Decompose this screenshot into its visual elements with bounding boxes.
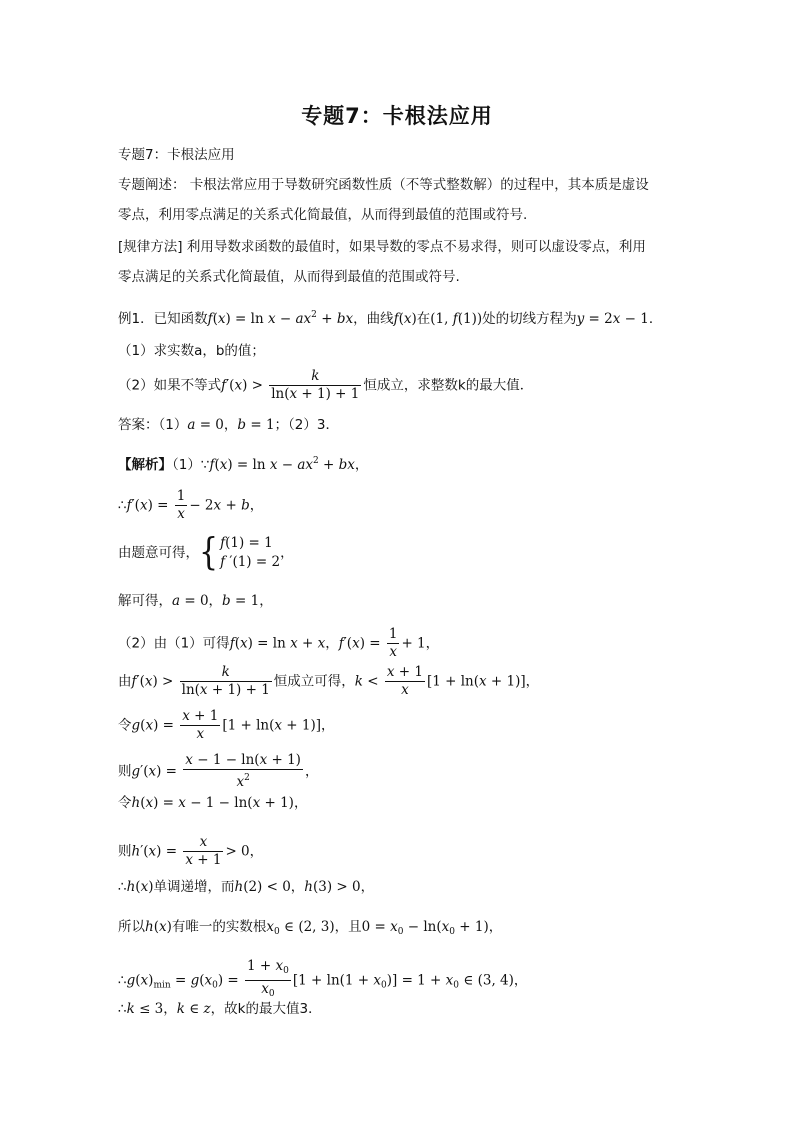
stem-prefix: 例1．已知函数	[118, 311, 208, 327]
analysis-line-5: （2）由（1）可得f(x) = ln x + x，f′(x) = $\frac{1}{x}$ + 1，	[118, 626, 440, 660]
analysis-line-12: 所以h(x)有唯一的实数根$x_0$ ∈ (2, 3)，且$0 = x_0 - \ln(x_0 + 1)$，	[118, 919, 503, 937]
analysis-line-13: $\therefore g(x)_{min} = g(x_0)$ = $\frac{1 + x_0}{x_0}$ $[1 + \ln(1 + x_0)] = 1 + x_0$ ∈ (3, 4)，	[118, 958, 528, 999]
analysis-line-2: ∴f′(x) = $\frac{1}{x}$ − 2x + b，	[118, 488, 264, 522]
therefore-2: ∴	[118, 879, 127, 895]
analysis-line-1: 【解析】（1）∵f(x) = $\ln x - ax^2$ + bx，	[118, 456, 369, 473]
analysis-label: 【解析】	[118, 457, 172, 473]
solve-label: 解可得，	[118, 593, 172, 609]
equation-system: f(1) = 1 f ′(1) = 2	[220, 535, 281, 570]
p2-prefix: （2）由（1）可得	[118, 635, 230, 652]
then-1: 则	[118, 763, 132, 780]
q2-suffix: 恒成立，求整数k的最大值．	[363, 377, 534, 394]
example-stem: 例1．已知函数$f(x) = \ln x - ax^2$ + bx，曲线f(x)在(1, f(1))处的切线方程为y = 2x − 1．	[118, 310, 663, 327]
q2-prefix: （2）如果不等式	[118, 377, 222, 394]
q2-fraction: $\frac{k}{\ln(x + 1) + 1}$	[271, 368, 360, 402]
question-2: （2）如果不等式f′(x) > $\frac{k}{\ln(x + 1) + 1}$ 恒成立，求整数k的最大值．	[118, 368, 534, 402]
formula-f-def: f	[207, 311, 213, 327]
stem-end: ．	[648, 311, 663, 327]
intro-line-2: 零点，利用零点满足的关系式化简最值，从而得到最值的范围或符号.	[118, 207, 528, 223]
answer-line: 答案：（1）a = 0，b = 1；（2）3．	[118, 417, 339, 433]
answer-mid: ；（2）3．	[274, 417, 339, 433]
so-prefix: 所以	[118, 919, 145, 935]
let-2: 令	[118, 795, 132, 811]
then-2: 则	[118, 843, 132, 860]
analysis-line-8: 则g′(x) = $\frac{x - 1 - \ln(x + 1)}{x^2}$ ，	[118, 752, 319, 790]
therefore-3: ∴	[118, 972, 127, 989]
final-text: ，故k的最大值3．	[210, 1001, 322, 1017]
page-title: 专题7：卡根法应用	[301, 104, 493, 128]
therefore-4: ∴	[118, 1001, 127, 1017]
a1-prefix: （1）∵	[172, 457, 210, 473]
subtitle: 专题7：卡根法应用	[118, 147, 235, 163]
analysis-line-10: 则h′(x) = $\frac{x}{x + 1}$ > 0，	[118, 834, 264, 868]
let-1: 令	[118, 717, 132, 734]
analysis-line-14: ∴k ≤ 3，k ∈ z，故k的最大值3．	[118, 1001, 322, 1017]
analysis-line-6: 由f′(x) > $\frac{k}{\ln(x + 1) + 1}$ 恒成立可得，k < $\frac{x + 1}{x}$ [1 + ln(x + 1)]，	[118, 664, 540, 698]
therefore-1: ∴	[118, 497, 127, 514]
frac-1-over-x: $\frac{1}{x}$	[176, 488, 186, 522]
so-and: ，且	[334, 919, 362, 935]
so-mid: 有唯一的实数根	[171, 919, 267, 935]
answer-prefix: 答案：（1）	[118, 417, 188, 433]
method-line-2: 零点满足的关系式化简最值，从而得到最值的范围或符号.	[118, 269, 460, 285]
question-1: （1）求实数a，b的值；	[118, 343, 265, 359]
p2-from: 由	[118, 673, 132, 690]
mono-text: 单调递增，而	[153, 879, 235, 895]
stem-mid2: 在	[416, 311, 431, 327]
from-problem: 由题意可得，	[118, 545, 199, 561]
stem-mid3: 处的切线方程为	[482, 311, 577, 327]
analysis-line-11: ∴h(x)单调递增，而h(2) < 0，h(3) > 0，	[118, 879, 375, 895]
analysis-line-4: 解可得，a = 0，b = 1，	[118, 593, 273, 609]
p2-from-mid: 恒成立可得，	[273, 673, 355, 690]
analysis-line-7: 令g(x) = $\frac{x + 1}{x}$ [1 + ln(x + 1)]，	[118, 708, 335, 742]
intro-line-1: 专题阐述： 卡根法常应用于导数研究函数性质（不等式整数解）的过程中，其本质是虚设	[118, 177, 649, 193]
method-line-1: [规律方法] 利用导数求函数的最值时，如果导数的零点不易求得，则可以虚设零点，利用	[118, 239, 646, 255]
analysis-line-9: 令h(x) = x − 1 − ln(x + 1)，	[118, 795, 308, 811]
stem-mid1: ，曲线	[353, 311, 394, 327]
analysis-line-3: 由题意可得，{ f(1) = 1 f ′(1) = 2 ，	[118, 530, 294, 575]
